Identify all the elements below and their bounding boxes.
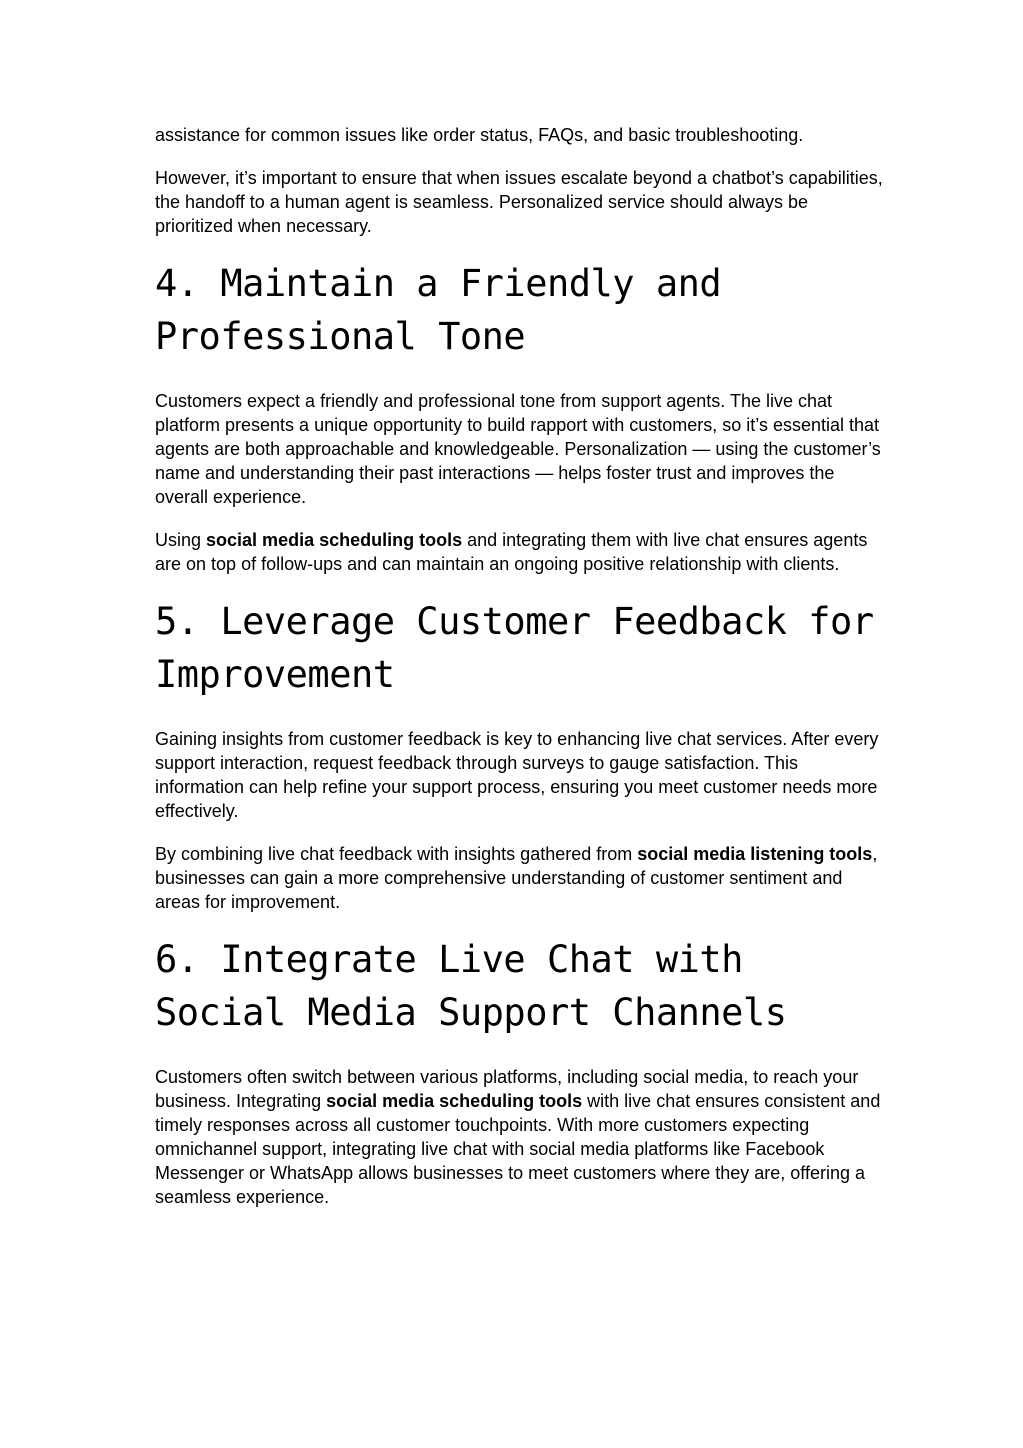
section-6-heading: 6. Integrate Live Chat with Social Media Support Channels — [155, 938, 787, 1034]
section-4-p2-text-before: Using — [155, 530, 207, 550]
section-4-p2-bold-term: social media scheduling tools — [206, 530, 463, 550]
intro-paragraph-2: However, it’s important to ensure that when issues escalate beyond a chatbot’s capabilities, the handoff to a human agent is seamless. Personalized service should always be prioritized when necessary. — [155, 168, 883, 236]
section-5-p2-bold-term: social media listening tools — [637, 844, 873, 864]
section-6-p1-bold-term: social media scheduling tools — [326, 1091, 583, 1111]
section-6-p1-text-before: Customers often switch between various platforms, including social media, to reach your business. Integrating — [155, 1067, 859, 1111]
document-page — [155, 123, 890, 1228]
section-6-p1-text-after: with live chat ensures consistent and timely responses across all customer touchpoints. With more customers expecting omnichannel support, integrating live chat with social media platforms like Facebook Messenger or WhatsApp allows businesses to meet customers where they are, offering a seamless experience. — [155, 1091, 881, 1207]
section-4-paragraph-2 — [155, 528, 890, 576]
section-5-p2-text-before: By combining live chat feedback with insights gathered from — [155, 844, 638, 864]
section-5-paragraph-1: Gaining insights from customer feedback is key to enhancing live chat services. After every support interaction, request feedback through surveys to gauge satisfaction. This information can help refine your support process, ensuring you meet customer needs more effectively. — [155, 729, 879, 821]
section-5-paragraph-2 — [155, 842, 890, 914]
intro-paragraph-1: assistance for common issues like order status, FAQs, and basic troubleshooting. — [155, 125, 804, 145]
section-4-heading: 4. Maintain a Friendly and Professional Tone — [155, 262, 722, 358]
section-4-paragraph-1: Customers expect a friendly and professional tone from support agents. The live chat platform presents a unique opportunity to build rapport with customers, so it’s essential that agents are both approachable and knowledgeable. Personalization — using the customer’s name and understanding their past interactions — helps foster trust and improves the overall experience. — [155, 391, 881, 507]
section-5-p2-text-after: , businesses can gain a more comprehensive understanding of customer sentiment and areas for improvement. — [155, 844, 878, 912]
section-6-paragraph-1 — [155, 1065, 890, 1209]
section-4-p2-text-after: and integrating them with live chat ensures agents are on top of follow-ups and can maintain an ongoing positive relationship with clients. — [155, 530, 868, 574]
section-5-heading: 5. Leverage Customer Feedback for Improvement — [155, 600, 874, 696]
